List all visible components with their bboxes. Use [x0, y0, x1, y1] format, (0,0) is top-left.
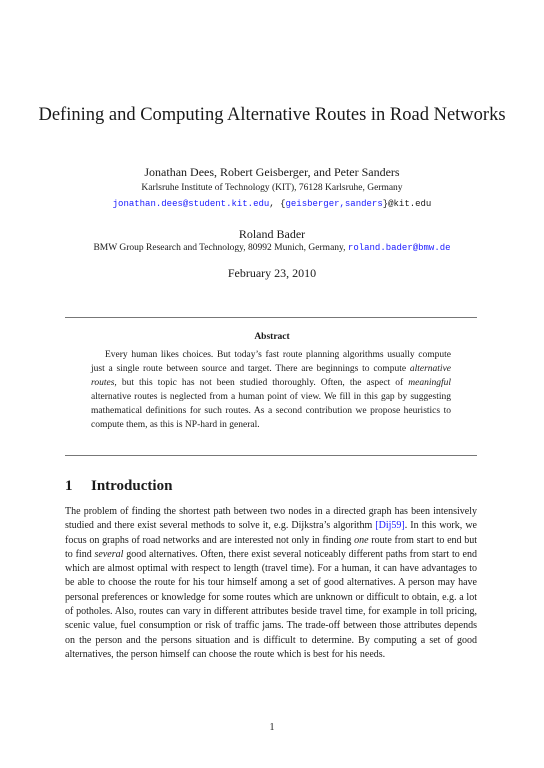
- second-author: Roland Bader: [238, 227, 306, 241]
- intro-part: . In this work, we focus on graphs of road networks and are interested not only in finding: [65, 520, 477, 546]
- divider: [65, 317, 477, 318]
- abstract-part: alternative routes is neglected from a human point of view. We fill in this gap by suggesting mathematical definitions for such routes. As a second contribution we propose heuristics to compute them, as this is NP-hard in general.: [91, 392, 451, 430]
- divider: [65, 455, 477, 456]
- section-number: 1: [65, 478, 73, 494]
- citation-link[interactable]: [Dij59]: [375, 520, 405, 532]
- paper-title: Defining and Computing Alternative Routes in Road Networks: [38, 105, 506, 125]
- email-link[interactable]: jonathan.dees@student.kit.edu: [112, 199, 270, 209]
- email-link[interactable]: geisberger,sanders: [285, 199, 383, 209]
- email-domain: }@kit.edu: [382, 199, 432, 209]
- intro-emphasis: one: [354, 534, 369, 546]
- abstract-emphasis: alternative routes: [91, 364, 451, 388]
- email-line: [0, 199, 544, 209]
- abstract-heading: Abstract: [254, 332, 290, 342]
- affiliation-text: BMW Group Research and Technology, 80992 Munich, Germany,: [93, 243, 348, 253]
- email-link[interactable]: roland.bader@bmw.de: [347, 243, 451, 253]
- abstract-emphasis: meaningful: [408, 378, 451, 388]
- intro-paragraph: [65, 505, 477, 662]
- abstract-text: [91, 348, 451, 432]
- intro-emphasis: several: [94, 548, 124, 560]
- email-separator: , {: [269, 199, 286, 209]
- affiliation: Karlsruhe Institute of Technology (KIT), 76128 Karlsruhe, Germany: [141, 183, 403, 193]
- page-number: 1: [269, 722, 275, 733]
- intro-part: The problem of finding the shortest path between two nodes in a directed graph has been intensively studied and there exist several methods to solve it, e.g. Dijkstra’s algorithm: [65, 506, 477, 532]
- intro-part: good alternatives. Often, there exist several noticeably different paths from start to end which are almost optimal with respect to length (travel time). For a human, it can have advantages to be able to choose the route for his tour himself among a set of good alternatives. A person may have personal preferences or knowledge for some routes which are unknown or difficult to obtain, e.g. a lot of potholes. Also, routes can vary in different attributes beside travel time, for example in toll pricing, scenic value, fuel consumption or risk of traffic jams. The trade-off between those attributes depends on the person and the persons situation and is difficult to determine. By computing a set of good alternatives, the person himself can choose the route which is best for his needs.: [65, 548, 477, 660]
- paper-date: February 23, 2010: [227, 266, 317, 280]
- abstract-part: , but this topic has not been studied thoroughly. Often, the aspect of: [114, 378, 409, 388]
- second-affiliation: [0, 243, 544, 253]
- author-list: Jonathan Dees, Robert Geisberger, and Peter Sanders: [144, 165, 400, 179]
- section-heading: [65, 478, 172, 495]
- abstract-part: Every human likes choices. But today’s fast route planning algorithms usually compute just a single route between source and target. There are beginnings to compute: [91, 350, 451, 374]
- section-title: Introduction: [91, 478, 173, 494]
- intro-part: route from start to end but to find: [65, 534, 477, 560]
